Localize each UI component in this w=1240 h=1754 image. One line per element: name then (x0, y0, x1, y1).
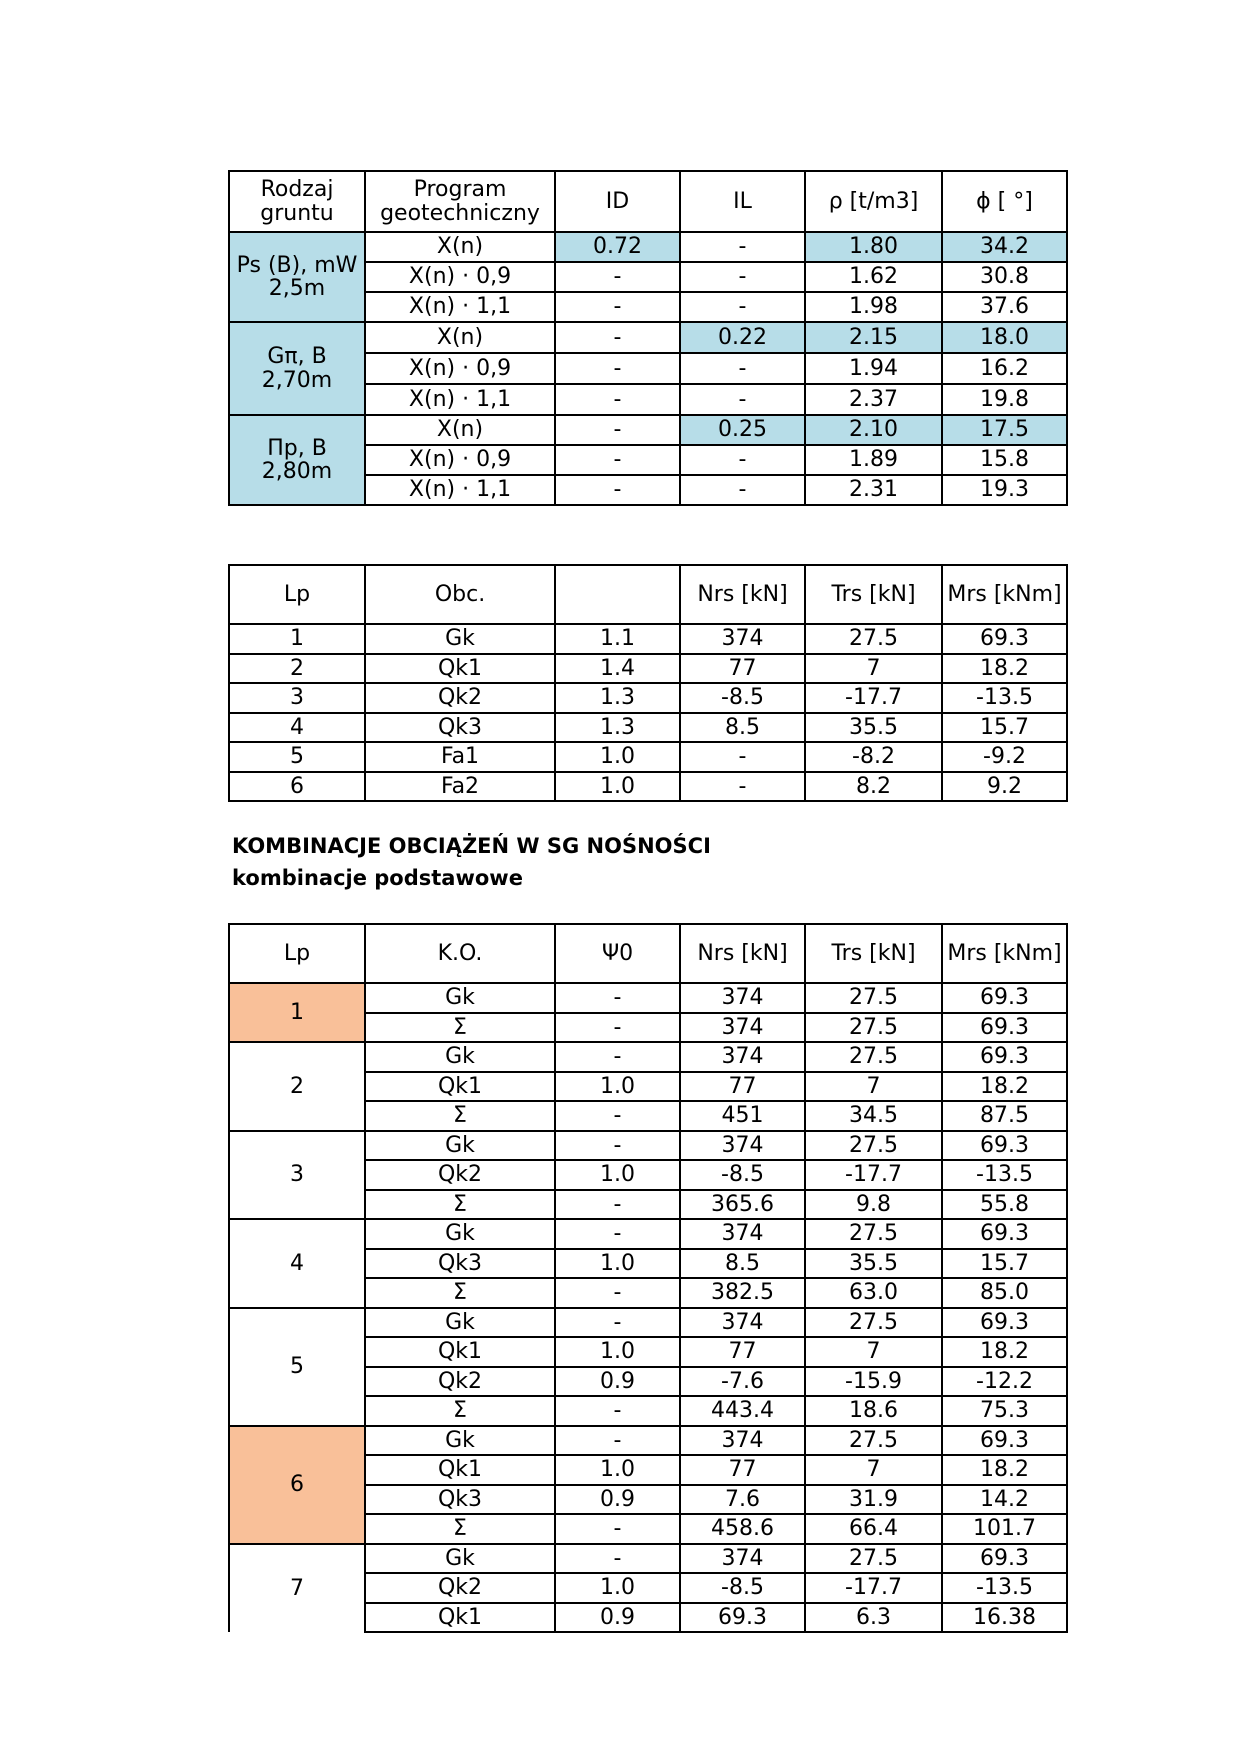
table-cell: 69.3 (942, 624, 1067, 654)
table-cell: 18.6 (805, 1396, 942, 1426)
column-header: Mrs [kNm] (942, 924, 1067, 983)
table-row (229, 232, 1067, 262)
table-cell: 374 (680, 1426, 805, 1456)
column-header: Trs [kN] (805, 924, 942, 983)
table-cell: -8.2 (805, 742, 942, 772)
column-header: Nrs [kN] (680, 924, 805, 983)
table-cell: 7 (805, 1072, 942, 1102)
table-cell: 2 (229, 654, 365, 684)
section-subtitle: kombinacje podstawowe (232, 866, 523, 890)
table-cell: Qk3 (365, 1249, 555, 1279)
table-cell: - (555, 1042, 680, 1072)
table-cell: 9.2 (942, 772, 1067, 802)
table-cell: X(n) · 1,1 (365, 384, 555, 415)
table-cell: Qk2 (365, 683, 555, 713)
table-cell: 27.5 (805, 1042, 942, 1072)
table-cell: 0.22 (680, 322, 805, 353)
table-cell: 27.5 (805, 624, 942, 654)
table-cell: -8.5 (680, 683, 805, 713)
table-header-row (229, 565, 1067, 624)
table-cell: -7.6 (680, 1367, 805, 1397)
table-cell: 35.5 (805, 713, 942, 743)
table-cell: - (555, 415, 680, 445)
table-cell: 1.3 (555, 683, 680, 713)
table-cell: 2.31 (805, 475, 942, 505)
table-cell: 2.37 (805, 384, 942, 415)
table-row (229, 1219, 1067, 1249)
table-cell: Qk1 (365, 1337, 555, 1367)
table-cell: 69.3 (942, 1308, 1067, 1338)
table-cell: 1.0 (555, 1573, 680, 1603)
table-cell: 69.3 (942, 983, 1067, 1013)
table-cell: X(n) · 1,1 (365, 292, 555, 322)
table-cell: X(n) (365, 232, 555, 262)
table-cell: 7 (805, 1455, 942, 1485)
column-header: IL (680, 171, 805, 232)
table-cell: Gk (365, 624, 555, 654)
table-cell: -8.5 (680, 1160, 805, 1190)
table-cell: Gk (365, 1219, 555, 1249)
table-cell: Qk2 (365, 1573, 555, 1603)
table-row (229, 713, 1067, 743)
table-cell: 382.5 (680, 1278, 805, 1308)
table-cell: 1 (229, 624, 365, 654)
table-cell: - (680, 475, 805, 505)
table-row (229, 1131, 1067, 1161)
table-cell: 1.1 (555, 624, 680, 654)
table-cell: 1.98 (805, 292, 942, 322)
table-cell: Σ (365, 1514, 555, 1544)
table-cell: 2.10 (805, 415, 942, 445)
table-cell: 1.0 (555, 1249, 680, 1279)
table-cell: 8.2 (805, 772, 942, 802)
column-header: ID (555, 171, 680, 232)
table-cell: 374 (680, 1219, 805, 1249)
table-cell: 27.5 (805, 1544, 942, 1574)
table-cell: 31.9 (805, 1485, 942, 1515)
table-cell: - (555, 1308, 680, 1338)
table-cell: Gk (365, 1042, 555, 1072)
combination-number-cell: 5 (229, 1308, 365, 1426)
table-cell: 1.89 (805, 445, 942, 475)
column-header: ϕ [ °] (942, 171, 1067, 232)
table-row (229, 654, 1067, 684)
table-cell: 34.5 (805, 1101, 942, 1131)
table-cell: 35.5 (805, 1249, 942, 1279)
table-cell: 18.0 (942, 322, 1067, 353)
table-cell: - (555, 262, 680, 292)
table-cell: X(n) · 1,1 (365, 475, 555, 505)
combination-number-cell: 7 (229, 1544, 365, 1633)
table-cell: 27.5 (805, 1219, 942, 1249)
table-cell: - (555, 322, 680, 353)
table-cell: 8.5 (680, 1249, 805, 1279)
table-cell: 55.8 (942, 1190, 1067, 1220)
table-cell: 69.3 (942, 1042, 1067, 1072)
table-cell: 451 (680, 1101, 805, 1131)
table-cell: Qk1 (365, 1455, 555, 1485)
table-cell: - (555, 1013, 680, 1043)
table-cell: - (555, 1190, 680, 1220)
table-header-row (229, 924, 1067, 983)
table-cell: 27.5 (805, 1308, 942, 1338)
table-cell: Σ (365, 1190, 555, 1220)
soil-parameters-table (228, 170, 1068, 506)
table-cell: 77 (680, 1072, 805, 1102)
table-cell: 1.0 (555, 1072, 680, 1102)
table-cell: X(n) (365, 415, 555, 445)
table-cell: 27.5 (805, 983, 942, 1013)
table-cell: 374 (680, 983, 805, 1013)
table-cell: - (680, 292, 805, 322)
table-cell: 69.3 (942, 1544, 1067, 1574)
table-cell: 5 (229, 742, 365, 772)
combination-number-cell: 1 (229, 983, 365, 1042)
table-cell: -13.5 (942, 1573, 1067, 1603)
table-cell: - (680, 742, 805, 772)
table-row (229, 1544, 1067, 1574)
table-cell: - (680, 384, 805, 415)
table-cell: 14.2 (942, 1485, 1067, 1515)
table-cell: - (680, 772, 805, 802)
table-cell: 458.6 (680, 1514, 805, 1544)
table-cell: -13.5 (942, 683, 1067, 713)
table-cell: - (555, 1396, 680, 1426)
table-cell: 15.7 (942, 1249, 1067, 1279)
table-cell: - (680, 353, 805, 384)
table-cell: X(n) · 0,9 (365, 445, 555, 475)
column-header: Mrs [kNm] (942, 565, 1067, 624)
table-cell: - (555, 445, 680, 475)
table-cell: Σ (365, 1013, 555, 1043)
column-header: Nrs [kN] (680, 565, 805, 624)
table-cell: -17.7 (805, 1573, 942, 1603)
table-cell: 1.94 (805, 353, 942, 384)
table-cell: Qk2 (365, 1367, 555, 1397)
table-cell: 8.5 (680, 713, 805, 743)
table-cell: 16.2 (942, 353, 1067, 384)
table-cell: -17.7 (805, 683, 942, 713)
table-cell: -17.7 (805, 1160, 942, 1190)
table-cell: 37.6 (942, 292, 1067, 322)
table-cell: X(n) (365, 322, 555, 353)
table-cell: -13.5 (942, 1160, 1067, 1190)
table-cell: 18.2 (942, 1337, 1067, 1367)
table-cell: 1.62 (805, 262, 942, 292)
table-cell: 101.7 (942, 1514, 1067, 1544)
table-cell: 77 (680, 1455, 805, 1485)
table-cell: 9.8 (805, 1190, 942, 1220)
table-cell: 3 (229, 683, 365, 713)
table-cell: Qk1 (365, 1072, 555, 1102)
table-cell: 69.3 (942, 1426, 1067, 1456)
table-cell: - (680, 232, 805, 262)
table-cell: 15.8 (942, 445, 1067, 475)
table-cell: X(n) · 0,9 (365, 353, 555, 384)
table-cell: Qk2 (365, 1160, 555, 1190)
column-header (555, 565, 680, 624)
table-cell: 1.3 (555, 713, 680, 743)
table-cell: 69.3 (942, 1219, 1067, 1249)
table-cell: 19.3 (942, 475, 1067, 505)
table-row (229, 322, 1067, 353)
loads-table-body (229, 624, 1067, 801)
table-cell: 15.7 (942, 713, 1067, 743)
table-cell: 374 (680, 1544, 805, 1574)
table-cell: 27.5 (805, 1131, 942, 1161)
column-header: Ψ0 (555, 924, 680, 983)
table-cell: 1.4 (555, 654, 680, 684)
table-cell: Σ (365, 1101, 555, 1131)
column-header: K.O. (365, 924, 555, 983)
table-row (229, 683, 1067, 713)
table-cell: Σ (365, 1278, 555, 1308)
table-cell: 19.8 (942, 384, 1067, 415)
table-cell: 1.0 (555, 742, 680, 772)
table-cell: Fa1 (365, 742, 555, 772)
table-cell: - (555, 384, 680, 415)
table-cell: - (555, 1131, 680, 1161)
table-cell: Gk (365, 1426, 555, 1456)
table-cell: 0.72 (555, 232, 680, 262)
table-cell: - (555, 475, 680, 505)
table-cell: 443.4 (680, 1396, 805, 1426)
table-cell: - (555, 1426, 680, 1456)
table-cell: - (680, 262, 805, 292)
column-header: Obc. (365, 565, 555, 624)
table-cell: 87.5 (942, 1101, 1067, 1131)
table-cell: Gk (365, 983, 555, 1013)
table-row (229, 983, 1067, 1013)
combination-number-cell: 2 (229, 1042, 365, 1131)
load-combinations-table (228, 923, 1068, 1633)
table-cell: 7 (805, 654, 942, 684)
table-cell: - (555, 292, 680, 322)
column-header: Lp (229, 565, 365, 624)
column-header: Trs [kN] (805, 565, 942, 624)
table-cell: 69.3 (942, 1013, 1067, 1043)
table-cell: 6.3 (805, 1603, 942, 1633)
table-cell: -8.5 (680, 1573, 805, 1603)
column-header: Program geotechniczny (365, 171, 555, 232)
table-cell: 77 (680, 1337, 805, 1367)
table-cell: 6 (229, 772, 365, 802)
table-row (229, 1426, 1067, 1456)
table-cell: -12.2 (942, 1367, 1067, 1397)
table-row (229, 1308, 1067, 1338)
table-row (229, 772, 1067, 802)
table-cell: 1.0 (555, 1455, 680, 1485)
table-cell: Gk (365, 1308, 555, 1338)
combination-number-cell: 3 (229, 1131, 365, 1220)
table-cell: 374 (680, 1013, 805, 1043)
table-cell: 30.8 (942, 262, 1067, 292)
table-cell: 27.5 (805, 1426, 942, 1456)
table-row (229, 742, 1067, 772)
table-cell: Qk1 (365, 1603, 555, 1633)
soil-type-cell: Πp, B 2,80m (229, 415, 365, 505)
soil-type-cell: Ps (B), mW 2,5m (229, 232, 365, 322)
table-cell: 85.0 (942, 1278, 1067, 1308)
table-cell: 75.3 (942, 1396, 1067, 1426)
table-cell: 69.3 (942, 1131, 1067, 1161)
table-cell: Fa2 (365, 772, 555, 802)
table-cell: 1.80 (805, 232, 942, 262)
table-cell: 0.25 (680, 415, 805, 445)
table-cell: X(n) · 0,9 (365, 262, 555, 292)
combination-number-cell: 4 (229, 1219, 365, 1308)
table-cell: 365.6 (680, 1190, 805, 1220)
table-cell: 27.5 (805, 1013, 942, 1043)
table-cell: - (555, 1101, 680, 1131)
table-cell: -15.9 (805, 1367, 942, 1397)
table-cell: 2.15 (805, 322, 942, 353)
table-cell: 34.2 (942, 232, 1067, 262)
section-title: KOMBINACJE OBCIĄŻEŃ W SG NOŚNOŚCI (232, 834, 711, 858)
table-cell: Σ (365, 1396, 555, 1426)
loads-table (228, 564, 1068, 802)
table-cell: 17.5 (942, 415, 1067, 445)
table-row (229, 624, 1067, 654)
table-cell: 0.9 (555, 1367, 680, 1397)
column-header: Lp (229, 924, 365, 983)
table-cell: 18.2 (942, 1072, 1067, 1102)
table-cell: 374 (680, 1042, 805, 1072)
table-cell: - (555, 983, 680, 1013)
table-cell: 18.2 (942, 1455, 1067, 1485)
table-cell: 374 (680, 624, 805, 654)
table-cell: 66.4 (805, 1514, 942, 1544)
table-cell: Qk3 (365, 713, 555, 743)
table-cell: - (555, 1514, 680, 1544)
table-cell: 69.3 (680, 1603, 805, 1633)
table-row (229, 415, 1067, 445)
table-cell: 1.0 (555, 1160, 680, 1190)
soil-type-cell: Gπ, B 2,70m (229, 322, 365, 415)
table-cell: - (680, 445, 805, 475)
table-cell: 63.0 (805, 1278, 942, 1308)
table-cell: 0.9 (555, 1485, 680, 1515)
table-cell: 77 (680, 654, 805, 684)
table-cell: 7.6 (680, 1485, 805, 1515)
table-cell: -9.2 (942, 742, 1067, 772)
column-header: ρ [t/m3] (805, 171, 942, 232)
table-cell: 0.9 (555, 1603, 680, 1633)
table-cell: 374 (680, 1131, 805, 1161)
table-header-row (229, 171, 1067, 232)
table-cell: - (555, 353, 680, 384)
table-cell: Gk (365, 1544, 555, 1574)
table-cell: 1.0 (555, 772, 680, 802)
table-cell: - (555, 1219, 680, 1249)
table-cell: 18.2 (942, 654, 1067, 684)
table-cell: Gk (365, 1131, 555, 1161)
table-cell: Qk1 (365, 654, 555, 684)
table-cell: 374 (680, 1308, 805, 1338)
table-cell: 1.0 (555, 1337, 680, 1367)
combination-number-cell: 6 (229, 1426, 365, 1544)
table-cell: 4 (229, 713, 365, 743)
table-row (229, 1042, 1067, 1072)
column-header: Rodzaj gruntu (229, 171, 365, 232)
table-cell: 7 (805, 1337, 942, 1367)
table-cell: 16.38 (942, 1603, 1067, 1633)
table-cell: - (555, 1544, 680, 1574)
table-cell: - (555, 1278, 680, 1308)
table-cell: Qk3 (365, 1485, 555, 1515)
combinations-table-body (229, 983, 1067, 1632)
